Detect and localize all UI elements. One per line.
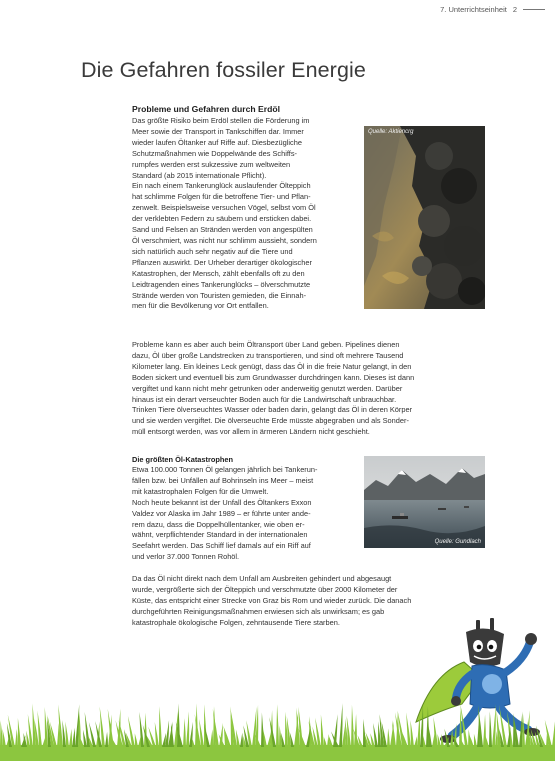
grass-blade — [165, 720, 169, 747]
grass-blade — [519, 711, 522, 747]
grass-blade — [261, 712, 264, 747]
text-line: Küste, das entspricht einer Strecke von Graz bis Rom und wieder zurück. Die danach — [132, 595, 412, 605]
oil-rocks-photo — [364, 126, 485, 309]
grass-blade — [105, 732, 108, 747]
running-head — [440, 5, 545, 14]
text-line: Kilometer lang. Ein kleines Leck genügt, dass das Öl in die freie Natur gelangt, in den — [132, 361, 412, 371]
text-line: Meer sowie der Transport in Tankschiffen dar. Immer — [132, 126, 304, 136]
section-oil-problems-body — [132, 116, 358, 312]
tanker-bay-photo — [364, 456, 485, 548]
text-line: Sand und Felsen an Stränden werden von angespülten — [132, 225, 313, 235]
text-line: Pflanzen auswirkt. Der Urheber derartiger ökologischer — [132, 257, 312, 267]
text-line: dazu, Öl über große Landstrecken zu transportieren, und sind oft mehrere Tausend — [132, 350, 404, 360]
grass-blade — [72, 728, 75, 747]
grass-blade — [186, 711, 189, 747]
grass-blade — [321, 715, 324, 747]
text-line: Standard (ab 2015 internationale Pflicht). — [132, 170, 267, 180]
text-line: Trinken Tiere ölverseuchtes Wasser oder baden darin, gelangt das Öl in deren Körper — [132, 405, 413, 415]
text-line: und verlor 37.000 Tonnen Rohöl. — [132, 552, 240, 562]
grass-blade — [545, 720, 552, 747]
text-line: fällen bzw. bei Unfällen auf Bohrinseln ins Meer – meist — [132, 475, 314, 485]
grass-blade — [2, 729, 6, 747]
text-line: rem dazu, dass die Doppelhüllentanker, wie oben er- — [132, 519, 305, 529]
text-line: und sie werden vergiftet. Die ölverseuchte Erde müsste abgegraben und als Sonder- — [132, 416, 409, 426]
grass-blade — [410, 720, 414, 747]
section-pipelines-body — [132, 340, 492, 438]
grass-blade — [18, 718, 21, 747]
grass-blade — [155, 722, 159, 747]
text-line: men für die Bevölkerung vor Ort entfallen. — [132, 301, 269, 311]
text-line: Noch heute bekannt ist der Unfall des Öltankers Exxon — [132, 497, 312, 507]
text-line: müll entsorgt werden, was vor allem in ärmeren Ländern nicht geschieht. — [132, 427, 370, 437]
grass-blade — [489, 711, 492, 747]
text-line: Strände werden von Touristen gemieden, die Einnah- — [132, 290, 307, 300]
oil-rocks-photo-credit: Quelle: Aktiencrg — [368, 129, 414, 135]
text-line: Das größte Risiko beim Erdöl stellen die Förderung im — [132, 116, 310, 125]
grass-blade — [143, 725, 150, 747]
grass-blade — [65, 722, 69, 747]
grass-blade — [351, 705, 354, 747]
grass-blade — [69, 729, 72, 747]
text-line: der verklebten Federn zu säubern und ersticken dabei. — [132, 214, 312, 224]
text-line: Leidtragenden eines Tankerunglücks – ölverschmutzte — [132, 279, 311, 289]
grass-blade — [324, 737, 327, 747]
grass-blade — [339, 703, 343, 747]
text-line: Boden sickert und eventuell bis zum Grundwasser durchdringen kann. Dieses ist dann — [132, 372, 415, 382]
grass-blade — [492, 704, 496, 747]
text-line: wurde, vergrößerte sich der Ölteppich und verschmutzte über 2000 Kilometer der — [132, 584, 398, 594]
text-line: hinaus ist ein derart verseuchter Boden auch für die Landwirtschaft unbrauchbar. — [132, 394, 397, 404]
grass-blade — [444, 729, 450, 747]
grass-blade — [437, 734, 441, 747]
page-number: 2 — [512, 5, 517, 14]
text-line: rumpfes werden erst sukzessive zum weltweiten — [132, 159, 291, 169]
text-line: Öl verschmiert, was nicht nur schlimm aussieht, sondern — [132, 235, 317, 245]
grass-blade — [159, 706, 162, 747]
grass-blade — [210, 729, 213, 747]
text-line: wähnt, verpflichtender Standard in der internationalen — [132, 530, 308, 540]
section-oil-disasters-body — [132, 465, 358, 563]
grass-border-icon — [0, 701, 555, 761]
text-line: Da das Öl nicht direkt nach dem Unfall am Ausbreiten gehindert und abgesaugt — [132, 574, 392, 583]
page-title: Die Gefahren fossiler Energie — [81, 58, 366, 82]
text-line: sich natürlich auch sehr negativ auf die Tiere und — [132, 246, 293, 256]
grass-blade — [420, 704, 423, 747]
section-oil-disasters-heading: Die größten Öl-Katastrophen — [132, 455, 234, 464]
grass-blade — [135, 733, 138, 747]
grass-blade — [417, 713, 420, 747]
grass-blade — [183, 718, 186, 747]
text-line: Ein nach einem Tankerunglück auslaufender Ölteppich — [132, 181, 311, 191]
tanker-bay-illustration — [364, 456, 485, 548]
grass-blade — [414, 736, 417, 747]
grass-blade — [15, 729, 18, 747]
text-line: wieder laufen Öltanker auf Riffe auf. Diesbezügliche — [132, 137, 302, 147]
grass-blade — [441, 734, 444, 747]
running-head-rule — [523, 9, 545, 10]
section-oil-problems — [132, 104, 358, 312]
tanker-bay-photo-credit: Quelle: Gundlach — [434, 539, 481, 545]
text-line: Seefahrt werden. Das Schiff lief damals auf ein Riff auf — [132, 541, 311, 551]
text-line: vergiftet und kann nicht mehr getrunken oder anderweitig genutzt werden. Darüber — [132, 383, 403, 393]
grass-blade — [406, 712, 411, 747]
grass-blade — [450, 729, 453, 747]
grass-blade — [474, 734, 477, 747]
text-line: zenwelt. Beispielsweise versuchen Vögel, selbst vom Öl — [132, 203, 316, 213]
section-oil-disasters — [132, 454, 358, 563]
text-line: mit katastrophalen Folgen für die Umwelt. — [132, 486, 269, 496]
text-line: Etwa 100.000 Tonnen Öl gelangen jährlich bei Tankerun- — [132, 465, 318, 474]
grass-blade — [0, 720, 3, 747]
grass-blade — [240, 733, 243, 747]
text-line: hat schlimme Folgen für die betroffene Tier- und Pflan- — [132, 192, 311, 202]
section-oil-problems-heading: Probleme und Gefahren durch Erdöl — [132, 104, 281, 114]
text-line: Schutzmaßnahmen wie Doppelwände des Schiffs- — [132, 148, 298, 158]
text-line: katastrophale ökologische Folgen, zehntausende Tiere starben. — [132, 617, 340, 627]
grass-blade — [276, 704, 279, 747]
text-line: Probleme kann es aber auch beim Öltransport über Land geben. Pipelines dienen — [132, 340, 400, 349]
text-line: Katastrophen, der Mensch, zählt ebenfalls oft zu den — [132, 268, 305, 278]
text-line: Valdez vor Alaska im Jahr 1989 – er führte unter ande- — [132, 508, 311, 518]
text-line: durchgeführten Reinigungsmaßnahmen erwiesen sich als unwirksam; es gab — [132, 606, 385, 616]
oil-rocks-illustration — [364, 126, 485, 309]
grass-blade — [387, 728, 390, 747]
grass-blade — [363, 719, 366, 747]
grass-blade — [522, 714, 525, 747]
running-head-section: 7. Unterrichtseinheit — [440, 5, 507, 14]
